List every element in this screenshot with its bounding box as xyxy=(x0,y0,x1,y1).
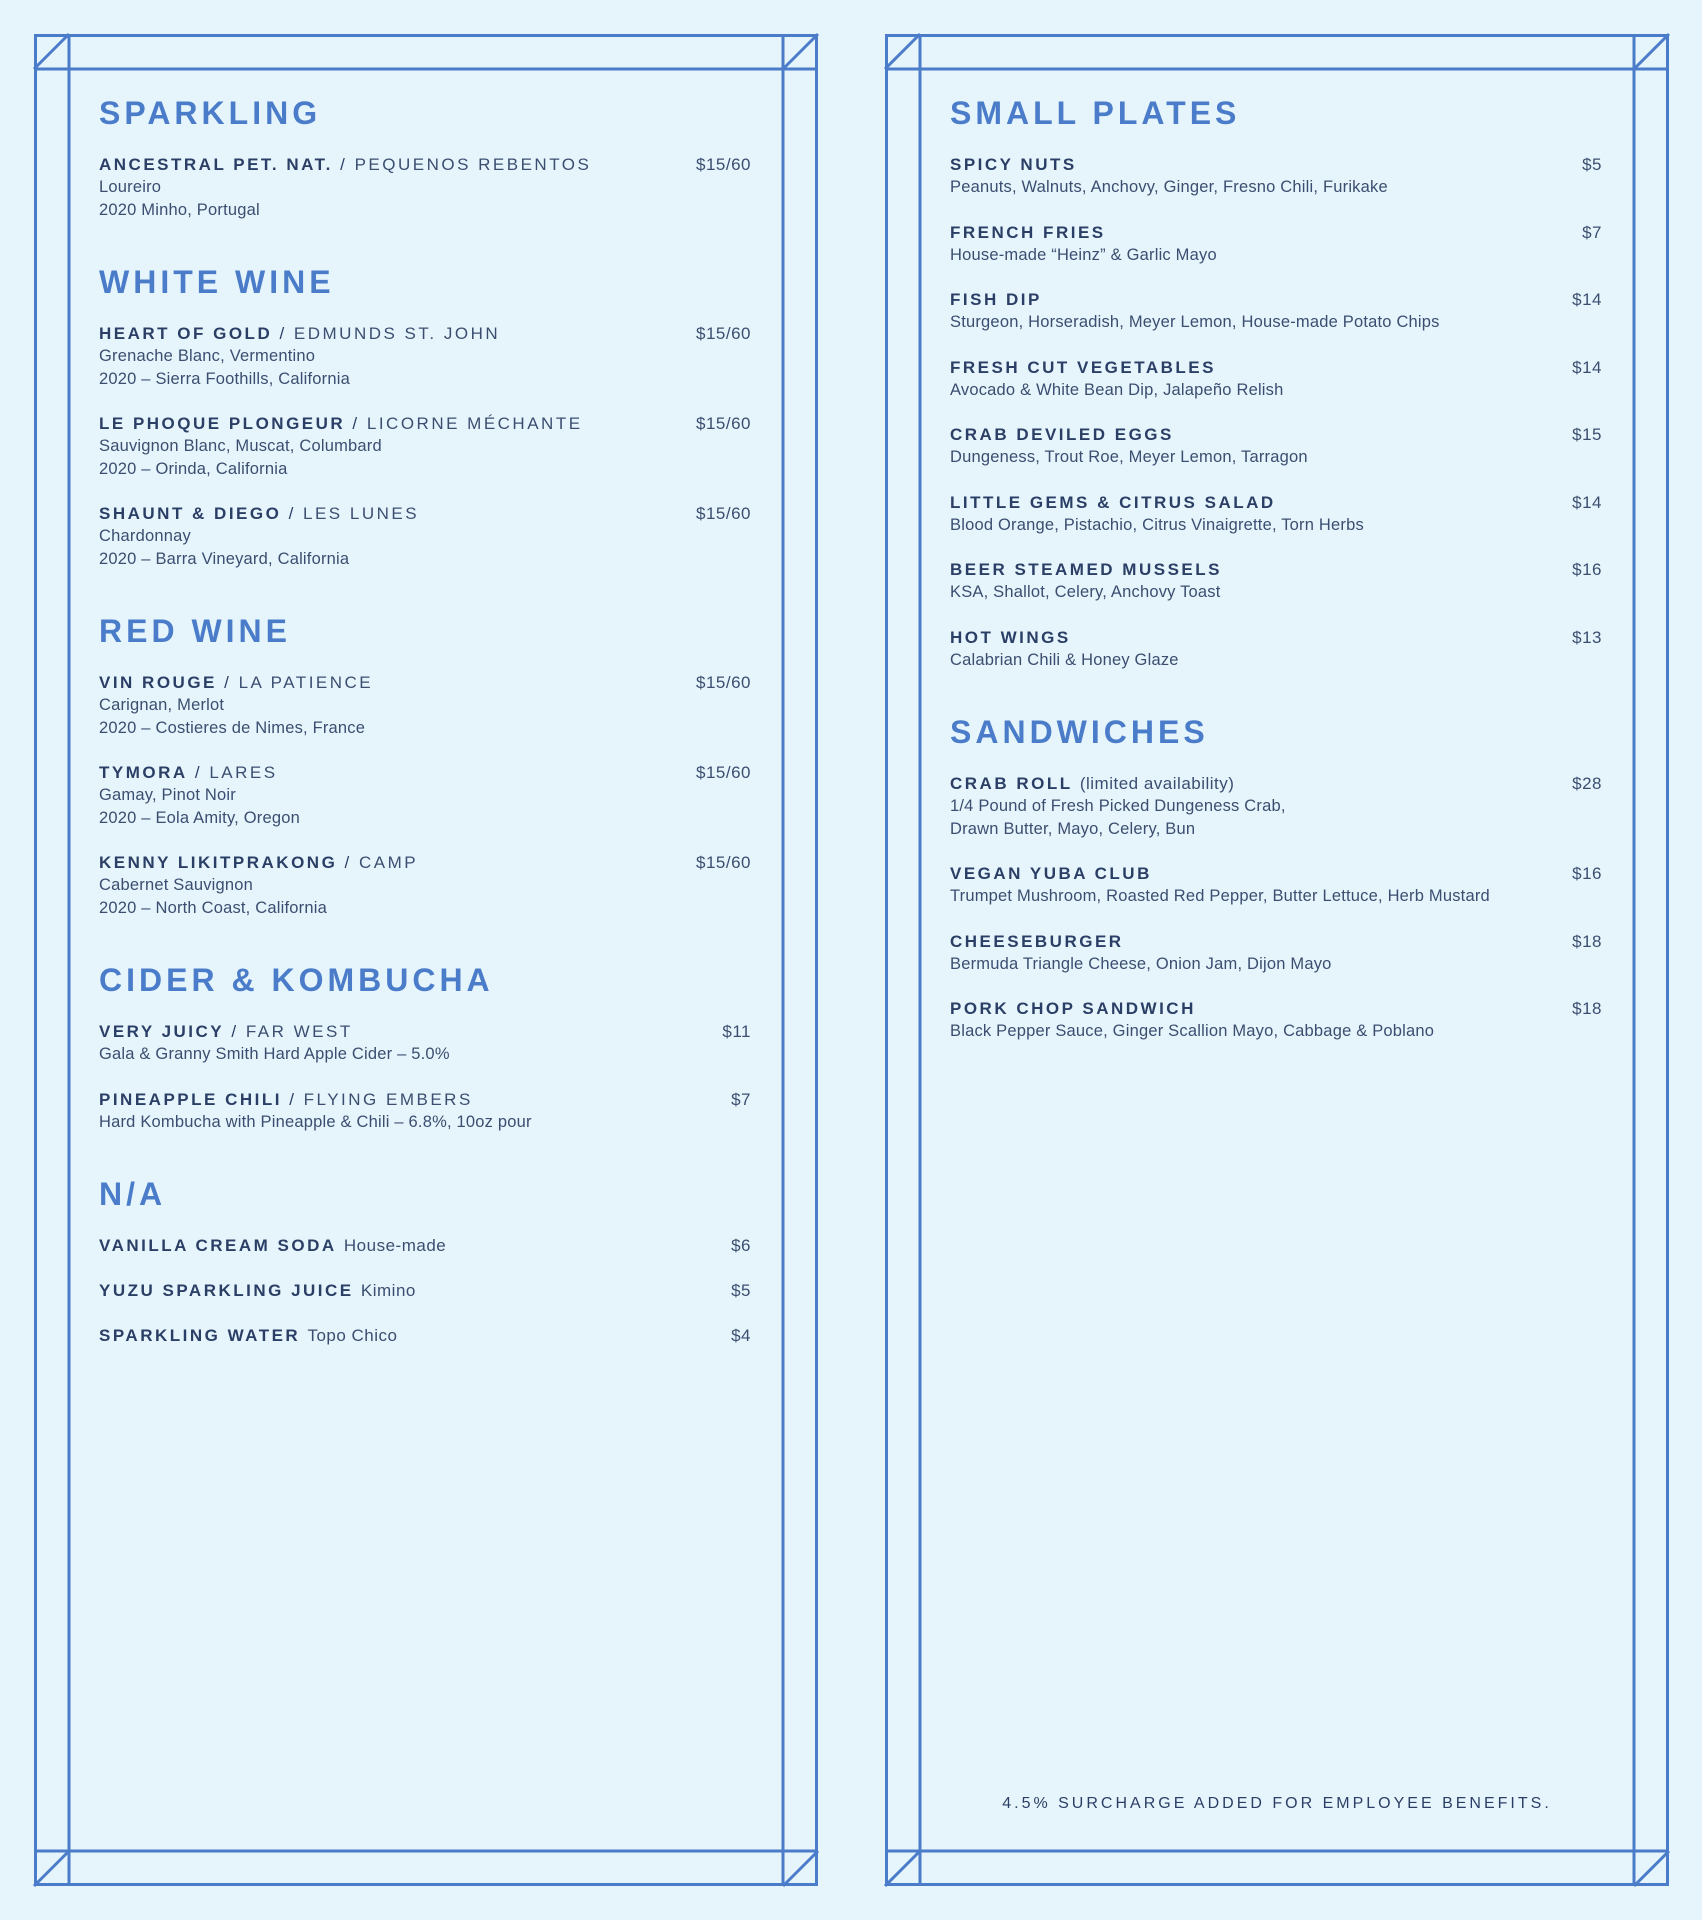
item-description: 2020 – North Coast, California xyxy=(99,898,327,917)
item-producer: LA PATIENCE xyxy=(238,673,374,692)
item-price: $5 xyxy=(1582,155,1602,174)
menu-item xyxy=(950,773,1602,840)
menu-item xyxy=(99,1325,751,1347)
section-non-alcoholic xyxy=(99,1173,751,1347)
item-name: PINEAPPLE CHILI xyxy=(99,1089,282,1109)
item-description: Black Pepper Sauce, Ginger Scallion Mayo, Cabbage & Poblano xyxy=(950,1022,1435,1040)
item-producer: LICORNE MÉCHANTE xyxy=(366,414,583,433)
item-description: 2020 Minho, Portugal xyxy=(99,200,260,219)
section-title: RED WINE xyxy=(99,613,291,649)
item-producer: LARES xyxy=(209,763,278,782)
item-name: HEART OF GOLD xyxy=(99,324,273,343)
item-name: BEER STEAMED MUSSELS xyxy=(950,560,1222,579)
item-name: FRESH CUT VEGETABLES xyxy=(950,357,1216,377)
item-name: VIN ROUGE xyxy=(99,673,217,692)
item-price: $15/60 xyxy=(696,324,751,343)
menu-item xyxy=(950,863,1602,908)
item-name: CHEESEBURGER xyxy=(950,931,1124,951)
item-price: $11 xyxy=(722,1022,751,1041)
drinks-menu-panel xyxy=(34,34,818,1886)
section-title: N/A xyxy=(99,1176,167,1212)
section-title: SMALL PLATES xyxy=(950,95,1241,131)
menu-item xyxy=(99,1235,751,1257)
section-title: SPARKLING xyxy=(99,95,322,131)
menu-item: TYMORA / LARES $15/60 Gamay, Pinot Noir 2020 – Eola Amity, Oregon xyxy=(99,762,751,829)
item-description: Loureiro xyxy=(99,178,162,196)
item-name: HOT WINGS xyxy=(950,627,1071,647)
item-description: Bermuda Triangle Cheese, Onion Jam, Dijon Mayo xyxy=(950,954,1332,973)
item-producer: PEQUENOS REBENTOS xyxy=(354,155,592,174)
item-description: Peanuts, Walnuts, Anchovy, Ginger, Fresno Chili, Furikake xyxy=(950,178,1388,196)
item-price: $18 xyxy=(1572,999,1602,1018)
menu-item: KENNY LIKITPRAKONG / CAMP $15/60 Cabernet Sauvignon 2020 – North Coast, California xyxy=(99,852,751,919)
menu-item xyxy=(950,222,1602,267)
item-name: FISH DIP xyxy=(950,290,1042,309)
item-description: Sauvignon Blanc, Muscat, Columbard xyxy=(99,437,382,455)
item-price: $13 xyxy=(1572,627,1602,647)
item-price: $5 xyxy=(731,1281,751,1300)
item-name: SPARKLING WATER xyxy=(99,1326,301,1345)
item-description: Avocado & White Bean Dip, Jalapeño Relish xyxy=(950,380,1284,399)
item-description: Drawn Butter, Mayo, Celery, Bun xyxy=(950,819,1196,838)
menu-item xyxy=(950,559,1602,604)
item-name: LITTLE GEMS & CITRUS SALAD xyxy=(950,492,1276,512)
item-price: $18 xyxy=(1572,931,1602,951)
section-small-plates xyxy=(950,92,1602,671)
item-description: 2020 – Eola Amity, Oregon xyxy=(99,808,300,827)
menu-item: VIN ROUGE / LA PATIENCE $15/60 Carignan, Merlot 2020 – Costieres de Nimes, France xyxy=(99,672,751,739)
item-name: VERY JUICY xyxy=(99,1022,225,1041)
item-note: Topo Chico xyxy=(307,1326,398,1345)
menu-item xyxy=(950,357,1602,402)
item-description: Chardonnay xyxy=(99,527,191,545)
item-producer: CAMP xyxy=(358,853,419,872)
item-description: 2020 – Costieres de Nimes, France xyxy=(99,718,366,737)
menu-item xyxy=(950,289,1602,334)
menu-item xyxy=(99,1280,751,1302)
item-description: Sturgeon, Horseradish, Meyer Lemon, House-made Potato Chips xyxy=(950,313,1440,331)
item-price: $15/60 xyxy=(696,853,751,872)
item-producer: FLYING EMBERS xyxy=(303,1089,473,1109)
item-note: (limited availability) xyxy=(1079,774,1235,793)
item-producer: LES LUNES xyxy=(303,504,420,523)
drinks-content xyxy=(99,92,751,1387)
menu-item xyxy=(950,931,1602,976)
section-white-wine xyxy=(99,261,751,570)
menu-item xyxy=(950,627,1602,672)
item-description: Carignan, Merlot xyxy=(99,696,225,714)
item-name: FRENCH FRIES xyxy=(950,222,1106,242)
menu-item xyxy=(950,998,1602,1043)
section-cider-kombucha xyxy=(99,959,751,1133)
item-producer: FAR WEST xyxy=(245,1022,353,1041)
item-price: $14 xyxy=(1572,290,1602,309)
item-description: Dungeness, Trout Roe, Meyer Lemon, Tarragon xyxy=(950,448,1308,466)
section-red-wine xyxy=(99,610,751,919)
item-name: TYMORA xyxy=(99,763,188,782)
item-description: Trumpet Mushroom, Roasted Red Pepper, Butter Lettuce, Herb Mustard xyxy=(950,887,1490,905)
menu-item: VERY JUICY / FAR WEST $11 Gala & Granny Smith Hard Apple Cider – 5.0% xyxy=(99,1021,751,1066)
item-description: 2020 – Sierra Foothills, California xyxy=(99,369,350,388)
food-content xyxy=(950,92,1602,1083)
item-name: CRAB DEVILED EGGS xyxy=(950,425,1174,444)
section-title: SANDWICHES xyxy=(950,714,1209,750)
menu-item xyxy=(950,154,1602,199)
item-name: SHAUNT & DIEGO xyxy=(99,504,282,523)
item-price: $15/60 xyxy=(696,673,751,692)
item-name: VANILLA CREAM SODA xyxy=(99,1236,337,1255)
surcharge-note: 4.5% SURCHARGE ADDED FOR EMPLOYEE BENEFITS. xyxy=(1002,1795,1552,1812)
menu-item: HEART OF GOLD / EDMUNDS ST. JOHN $15/60 Grenache Blanc, Vermentino 2020 – Sierra Foothills, California xyxy=(99,323,751,390)
item-description: Gamay, Pinot Noir xyxy=(99,786,236,804)
menu-item xyxy=(950,492,1602,537)
item-description: KSA, Shallot, Celery, Anchovy Toast xyxy=(950,583,1221,601)
item-description: 1/4 Pound of Fresh Picked Dungeness Crab, xyxy=(950,797,1286,815)
item-price: $7 xyxy=(731,1089,751,1109)
item-name: CRAB ROLL xyxy=(950,774,1073,793)
item-name: PORK CHOP SANDWICH xyxy=(950,999,1196,1018)
item-note: House-made xyxy=(343,1236,447,1255)
item-description: House-made “Heinz” & Garlic Mayo xyxy=(950,245,1217,264)
item-price: $15/60 xyxy=(696,504,751,523)
item-description: Cabernet Sauvignon xyxy=(99,876,254,894)
item-price: $15/60 xyxy=(696,414,751,433)
item-description: Blood Orange, Pistachio, Citrus Vinaigrette, Torn Herbs xyxy=(950,515,1364,534)
item-name: SPICY NUTS xyxy=(950,155,1077,174)
item-description: Hard Kombucha with Pineapple & Chili – 6.8%, 10oz pour xyxy=(99,1112,532,1131)
section-title: WHITE WINE xyxy=(99,264,335,300)
item-description: 2020 – Barra Vineyard, California xyxy=(99,549,350,568)
item-price: $4 xyxy=(731,1326,751,1345)
item-description: Gala & Granny Smith Hard Apple Cider – 5.0% xyxy=(99,1045,450,1063)
item-name: KENNY LIKITPRAKONG xyxy=(99,853,338,872)
item-name: LE PHOQUE PLONGEUR xyxy=(99,414,346,433)
section-sandwiches xyxy=(950,711,1602,1043)
item-description: Grenache Blanc, Vermentino xyxy=(99,347,316,365)
food-menu-panel xyxy=(885,34,1669,1886)
item-producer: EDMUNDS ST. JOHN xyxy=(293,324,501,343)
menu-item: PINEAPPLE CHILI / FLYING EMBERS $7 Hard Kombucha with Pineapple & Chili – 6.8%, 10oz pour xyxy=(99,1089,751,1134)
item-description: 2020 – Orinda, California xyxy=(99,459,288,478)
item-price: $16 xyxy=(1572,864,1602,883)
item-name: ANCESTRAL PET. NAT. xyxy=(99,155,333,174)
item-price: $15/60 xyxy=(696,763,751,782)
item-price: $14 xyxy=(1572,357,1602,377)
menu-item: LE PHOQUE PLONGEUR / LICORNE MÉCHANTE $15/60 Sauvignon Blanc, Muscat, Columbard 2020 – Orinda, California xyxy=(99,413,751,480)
item-price: $6 xyxy=(731,1236,751,1255)
menu-item: ANCESTRAL PET. NAT. / PEQUENOS REBENTOS $15/60 Loureiro 2020 Minho, Portugal xyxy=(99,154,751,221)
item-description: Calabrian Chili & Honey Glaze xyxy=(950,650,1179,669)
item-name: VEGAN YUBA CLUB xyxy=(950,864,1152,883)
item-price: $28 xyxy=(1572,774,1602,793)
item-name: YUZU SPARKLING JUICE xyxy=(99,1281,354,1300)
item-price: $15/60 xyxy=(696,155,751,174)
menu-item: SHAUNT & DIEGO / LES LUNES $15/60 Chardonnay 2020 – Barra Vineyard, California xyxy=(99,503,751,570)
item-price: $7 xyxy=(1582,222,1602,242)
item-note: Kimino xyxy=(360,1281,416,1300)
menu-item xyxy=(950,424,1602,469)
section-title: CIDER & KOMBUCHA xyxy=(99,962,494,998)
item-price: $16 xyxy=(1572,560,1602,579)
section-sparkling xyxy=(99,92,751,221)
item-price: $14 xyxy=(1572,492,1602,512)
item-price: $15 xyxy=(1572,425,1602,444)
